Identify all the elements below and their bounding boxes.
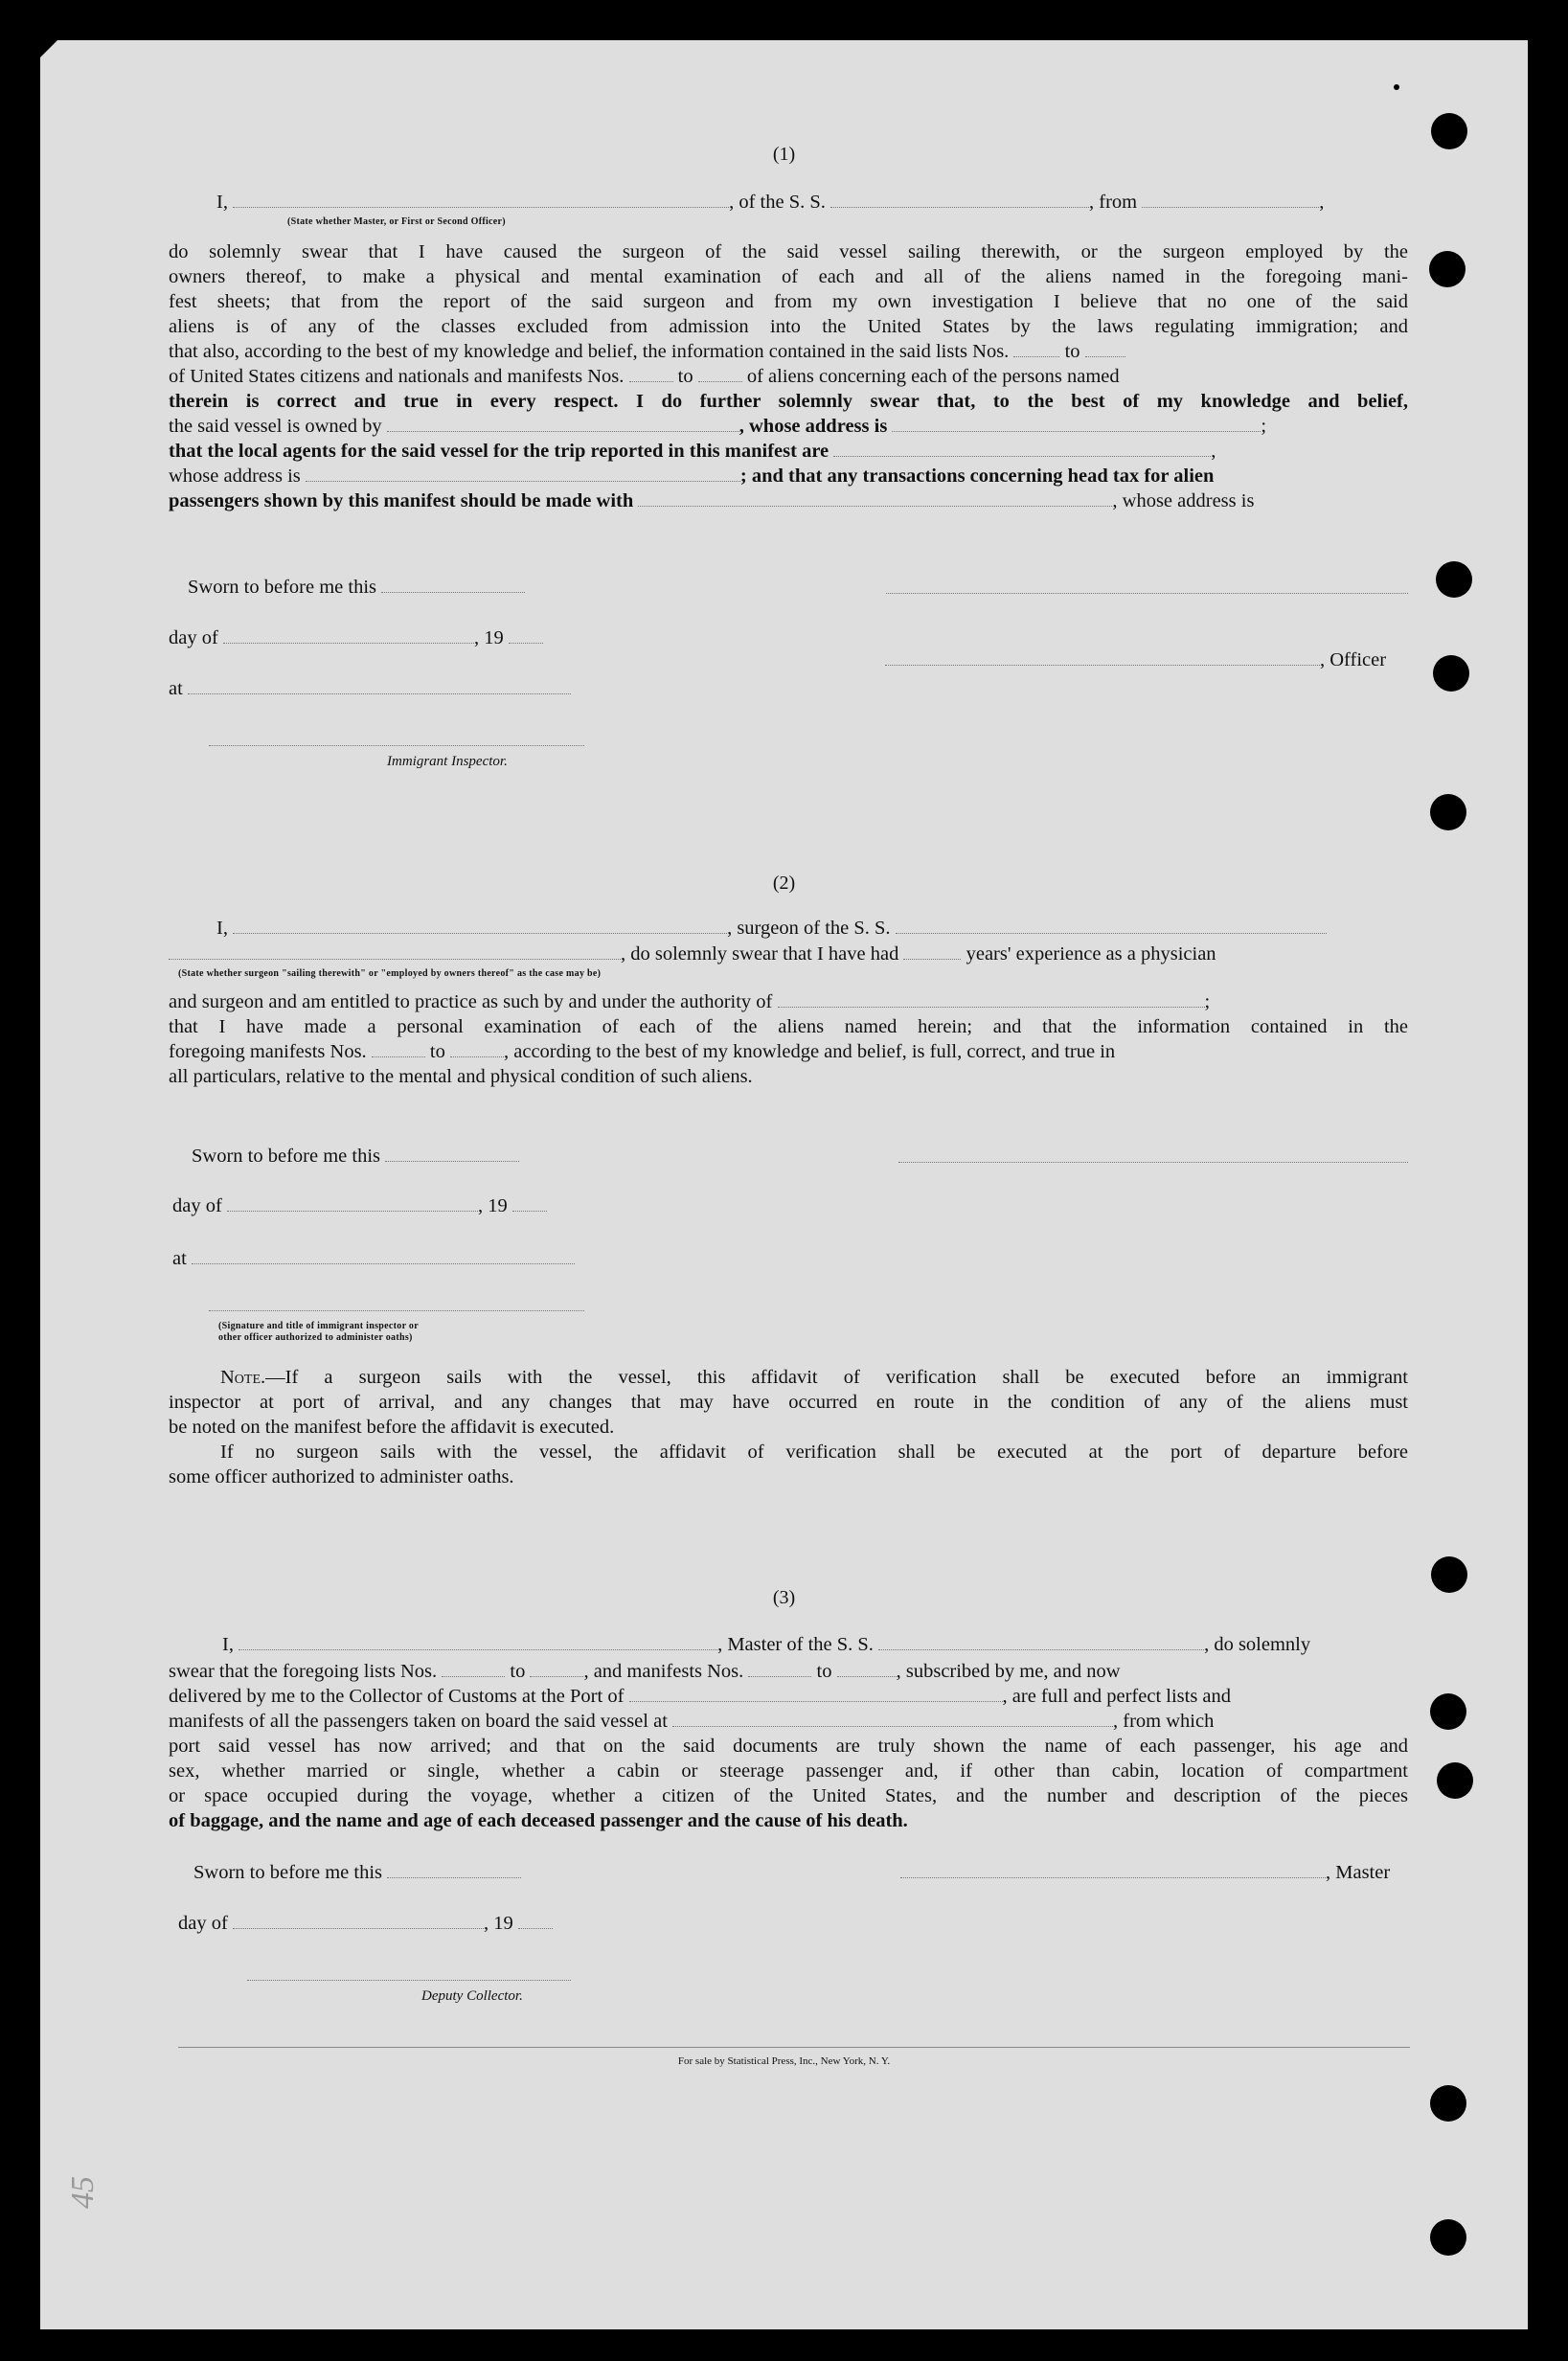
punch-hole	[1429, 251, 1466, 287]
s2-manifest-to-field[interactable]	[450, 1043, 504, 1057]
s2-at-place-field[interactable]	[192, 1250, 575, 1264]
punch-hole	[1437, 1762, 1473, 1799]
departure-port-field[interactable]	[1142, 193, 1319, 208]
signature-note-1: (Signature and title of immigrant inspector or	[218, 1321, 419, 1331]
s3-sworn-date-field[interactable]	[387, 1864, 521, 1878]
section-3-number: (3)	[772, 1587, 796, 1608]
s1-officer-line: , Officer	[885, 649, 1386, 671]
s1-sworn: Sworn to before me this	[188, 577, 525, 599]
ink-speck	[1394, 84, 1399, 90]
s2-line-2: , do solemnly swear that I have had years' experience as a physician	[169, 943, 1216, 965]
punch-hole	[1430, 2085, 1466, 2122]
deputy-collector-caption: Deputy Collector.	[421, 1988, 523, 2004]
manifests-nos-from-field[interactable]	[629, 368, 673, 382]
s3-ship-name-field[interactable]	[878, 1636, 1204, 1650]
s2-sworn-date-field[interactable]	[385, 1147, 519, 1162]
port-of-arrival-field[interactable]	[629, 1688, 1003, 1702]
s1-line-1: I, , of the S. S. , from ,	[216, 192, 1325, 213]
punch-hole	[1430, 2219, 1466, 2256]
s3-lists-from-field[interactable]	[442, 1663, 505, 1677]
s2-surgeon-signature-line[interactable]	[898, 1161, 1408, 1163]
s2-year-field[interactable]	[512, 1197, 547, 1212]
printer-credit: For sale by Statistical Press, Inc., New York, N. Y.	[677, 2055, 891, 2067]
s3-line-1: I, , Master of the S. S. , do solemnly	[222, 1634, 1311, 1655]
local-agents-field[interactable]	[833, 443, 1211, 457]
section-2-number: (2)	[772, 873, 796, 894]
margin-annotation: 45	[65, 2176, 101, 2209]
inspector-signature-line[interactable]	[209, 744, 584, 746]
officer-note: (State whether Master, or First or Second Officer)	[287, 216, 506, 227]
head-tax-contact-field[interactable]	[638, 492, 1112, 507]
officer-signature-field[interactable]	[885, 651, 1320, 666]
s1-day-of: day of , 19	[169, 627, 543, 649]
s1-year-field[interactable]	[509, 629, 543, 644]
s2-manifest-from-field[interactable]	[372, 1043, 425, 1057]
punch-hole	[1436, 561, 1472, 598]
lists-nos-to-field[interactable]	[1085, 343, 1125, 357]
s3-sworn: Sworn to before me this	[193, 1862, 521, 1884]
owner-address-field[interactable]	[892, 418, 1261, 432]
section-1-body: do solemnly swear that I have caused the surgeon of the said vessel sailing therewith, or the surgeon employed by the owners thereof, to make a physical and mental examination of each and all of the aliens named in the foregoing mani- fest sheets; that from the report of the said surgeon and from my own investigation I believe that no one of the said aliens is of any of the classes excluded from admission into the United States by the laws regulating immigration; and that also, according to the best of my knowledge and belief, the information contained in the said lists Nos. to of United States citizens and nationals and manifests Nos. to of aliens concerning each of the persons named therein is correct and true in every respect. I do further solemnly swear that, to the best of my knowledge and belief, the said vessel is owned by , whose address is ; that the local agents for the said vessel for the trip reported in this manifest are , whose address is ; and that any transactions concerning head tax for alien passengers shown by this manifest should be made with , whose address is	[169, 241, 1408, 511]
s3-lists-to-field[interactable]	[530, 1663, 583, 1677]
s3-day-of-field[interactable]	[233, 1915, 484, 1929]
punch-hole	[1433, 655, 1469, 692]
master-name-field[interactable]	[233, 193, 729, 208]
deputy-collector-signature-line[interactable]	[247, 1979, 571, 1981]
s1-sworn-line-right[interactable]	[886, 592, 1408, 594]
s3-master-line: , Master	[900, 1862, 1390, 1884]
lists-nos-from-field[interactable]	[1013, 343, 1059, 357]
s2-day-of-field[interactable]	[227, 1197, 478, 1212]
s3-day-of: day of , 19	[178, 1913, 553, 1935]
s1-at: at	[169, 678, 571, 700]
surgeon-note: (State whether surgeon "sailing therewith" or "employed by owners thereof" as the case may be)	[178, 968, 602, 979]
practice-authority-field[interactable]	[778, 993, 1205, 1008]
signature-note-2: other officer authorized to administer oaths)	[218, 1332, 413, 1343]
s1-at-place-field[interactable]	[188, 680, 571, 694]
note-block: Note.—If a surgeon sails with the vessel, this affidavit of verification shall be executed before an immigrant inspector at port of arrival, and any changes that may have occurred en route in the condition of any of the aliens must be noted on the manifest before the affidavit is executed. If no surgeon sails with the vessel, the affidavit of verification shall be executed at the port of departure before some officer authorized to administer oaths.	[169, 1367, 1408, 1487]
section-3-body: swear that the foregoing lists Nos. to , and manifests Nos. to , subscribed by me, and now delivered by me to the Collector of Customs at the Port of , are full and perfect lists and manifests of all the passengers taken on board the said vessel at , from which port said vessel has now arrived; and that on the said documents are truly shown the name of each passenger, his age and sex, whether married or single, whether a cabin or steerage passenger and, if other than cabin, location of compartment or space occupied during the voyage, whether a citizen of the United States, and the number and description of the pieces of baggage, and the name and age of each deceased passenger and the cause of his death.	[169, 1661, 1408, 1831]
s1-sworn-date-field[interactable]	[381, 579, 525, 593]
surgeon-name-field[interactable]	[233, 919, 727, 934]
s3-year-field[interactable]	[518, 1915, 553, 1929]
vessel-owner-field[interactable]	[387, 418, 739, 432]
s3-manifests-to-field[interactable]	[837, 1663, 897, 1677]
immigrant-inspector-caption: Immigrant Inspector.	[387, 754, 508, 769]
punch-hole	[1430, 794, 1466, 830]
s3-manifests-from-field[interactable]	[748, 1663, 811, 1677]
s3-master-signature-field[interactable]	[900, 1864, 1326, 1878]
s2-day-of: day of , 19	[172, 1195, 547, 1217]
s2-ship-name-field[interactable]	[896, 919, 1327, 934]
s3-master-name-field[interactable]	[239, 1636, 717, 1650]
surgeon-status-field[interactable]	[169, 945, 621, 960]
s2-line-1: I, , surgeon of the S. S.	[216, 918, 1327, 940]
ship-name-field[interactable]	[830, 193, 1089, 208]
s2-at: at	[172, 1248, 575, 1270]
agents-address-field[interactable]	[306, 467, 740, 482]
note-label: Note.	[220, 1367, 266, 1388]
section-2-body: and surgeon and am entitled to practice as such by and under the authority of ; that I have made a personal examination of each of the aliens named herein; and that the information contained in the foregoing manifests Nos. to , according to the best of my knowledge and belief, is full, correct, and true in all particulars, relative to the mental and physical condition of such aliens.	[169, 991, 1408, 1087]
manifests-nos-to-field[interactable]	[698, 368, 742, 382]
s2-sworn: Sworn to before me this	[192, 1146, 519, 1168]
s2-inspector-signature-line[interactable]	[209, 1309, 584, 1311]
section-1-number: (1)	[772, 144, 796, 165]
punch-hole	[1430, 1693, 1466, 1730]
port-of-embarkation-field[interactable]	[672, 1713, 1113, 1727]
footer-rule	[178, 2047, 1410, 2048]
s1-day-of-field[interactable]	[223, 629, 474, 644]
years-experience-field[interactable]	[903, 945, 961, 960]
